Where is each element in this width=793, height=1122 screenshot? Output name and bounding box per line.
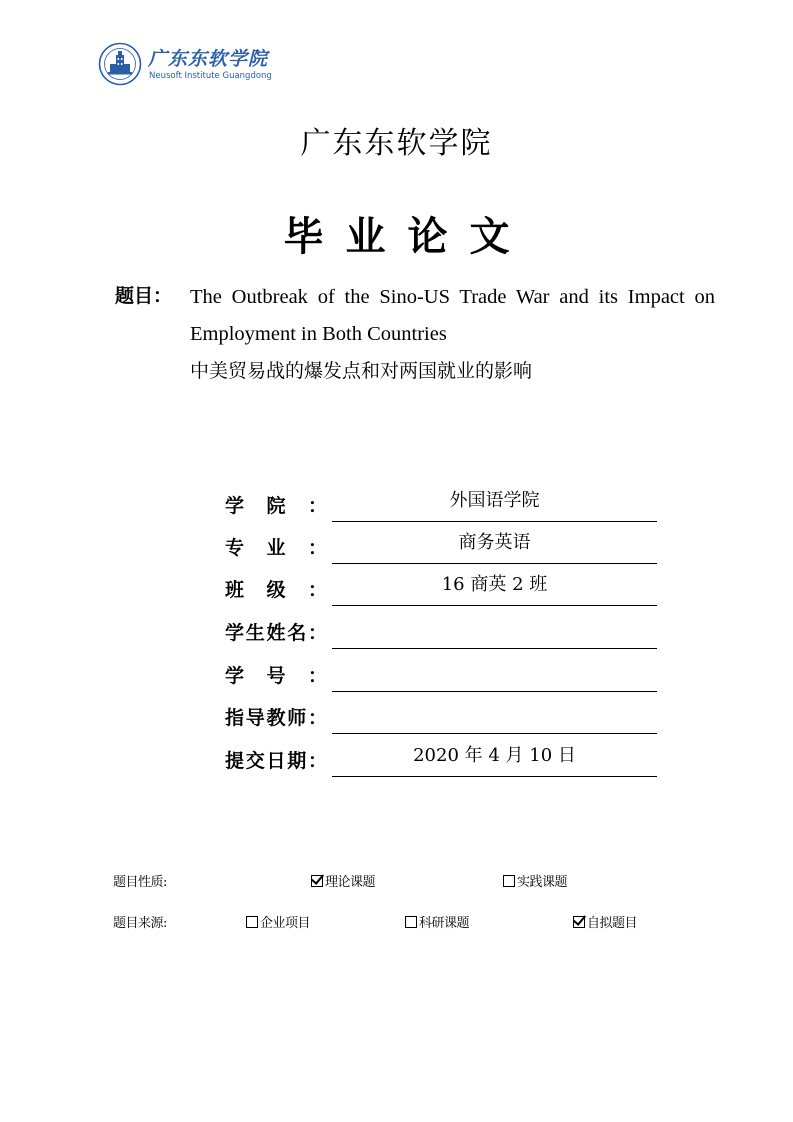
info-label-college: 学 院 ： — [225, 495, 327, 517]
thesis-title-chinese: 中美贸易战的爆发点和对两国就业的影响 — [190, 360, 533, 382]
info-label-supervisor: 指 导 教 师 ： — [225, 707, 327, 729]
title-label: 题目： — [115, 285, 173, 307]
info-row-class — [225, 566, 657, 606]
topic-source-enterprise[interactable] — [246, 912, 310, 931]
info-row-college — [225, 482, 657, 522]
info-value-college: 外国语学院 — [332, 485, 657, 522]
option-label: 理论课题 — [325, 875, 376, 890]
school-name: 广东东软学院 — [300, 126, 493, 161]
info-label-major: 专 业 ： — [225, 537, 327, 559]
option-label: 实践课题 — [517, 875, 568, 890]
checked-checkbox-icon[interactable] — [311, 875, 323, 887]
info-value-class: 16 商英 2 班 — [332, 569, 657, 606]
topic-source-label: 题目来源: — [113, 916, 167, 931]
thesis-title-english: The Outbreak of the Sino-US Trade War and its Impact on Employment in Both Countries — [190, 286, 715, 345]
topic-nature-theory[interactable] — [311, 871, 375, 890]
checked-checkbox-icon[interactable] — [573, 916, 585, 928]
info-row-submit-date — [225, 737, 657, 777]
logo-chinese-name: 广东东软学院 — [148, 48, 269, 70]
checkbox-icon[interactable] — [405, 916, 417, 928]
info-label-class: 班 级 ： — [225, 579, 327, 601]
info-value-major: 商务英语 — [332, 527, 657, 564]
topic-nature-practice[interactable] — [503, 871, 567, 890]
checkbox-icon[interactable] — [503, 875, 515, 887]
topic-source-self-proposed[interactable] — [573, 912, 637, 931]
info-row-supervisor — [225, 694, 657, 734]
document-type-title: 毕业论文 — [283, 214, 532, 260]
info-value-submit-date: 2020 年 4 月 10 日 — [332, 740, 657, 777]
info-row-student-id — [225, 652, 657, 692]
info-value-supervisor — [332, 697, 657, 734]
info-value-student-id — [332, 655, 657, 692]
thesis-title — [190, 279, 715, 390]
logo-english-name: Neusoft Institute Guangdong — [149, 71, 272, 81]
institute-logo — [98, 42, 272, 88]
info-label-student-name: 学 生 姓 名 ： — [225, 622, 327, 644]
info-value-student-name — [332, 612, 657, 649]
info-row-major — [225, 524, 657, 564]
checkbox-icon[interactable] — [246, 916, 258, 928]
option-label: 自拟题目 — [587, 916, 638, 931]
info-label-submit-date: 提 交 日 期 ： — [225, 750, 327, 772]
info-label-student-id: 学 号 ： — [225, 665, 327, 687]
option-label: 企业项目 — [260, 916, 311, 931]
option-label: 科研课题 — [419, 916, 470, 931]
institute-seal-icon — [98, 42, 142, 86]
topic-source-research[interactable] — [405, 912, 469, 931]
topic-nature-label: 题目性质: — [113, 875, 167, 890]
info-row-student-name — [225, 609, 657, 649]
